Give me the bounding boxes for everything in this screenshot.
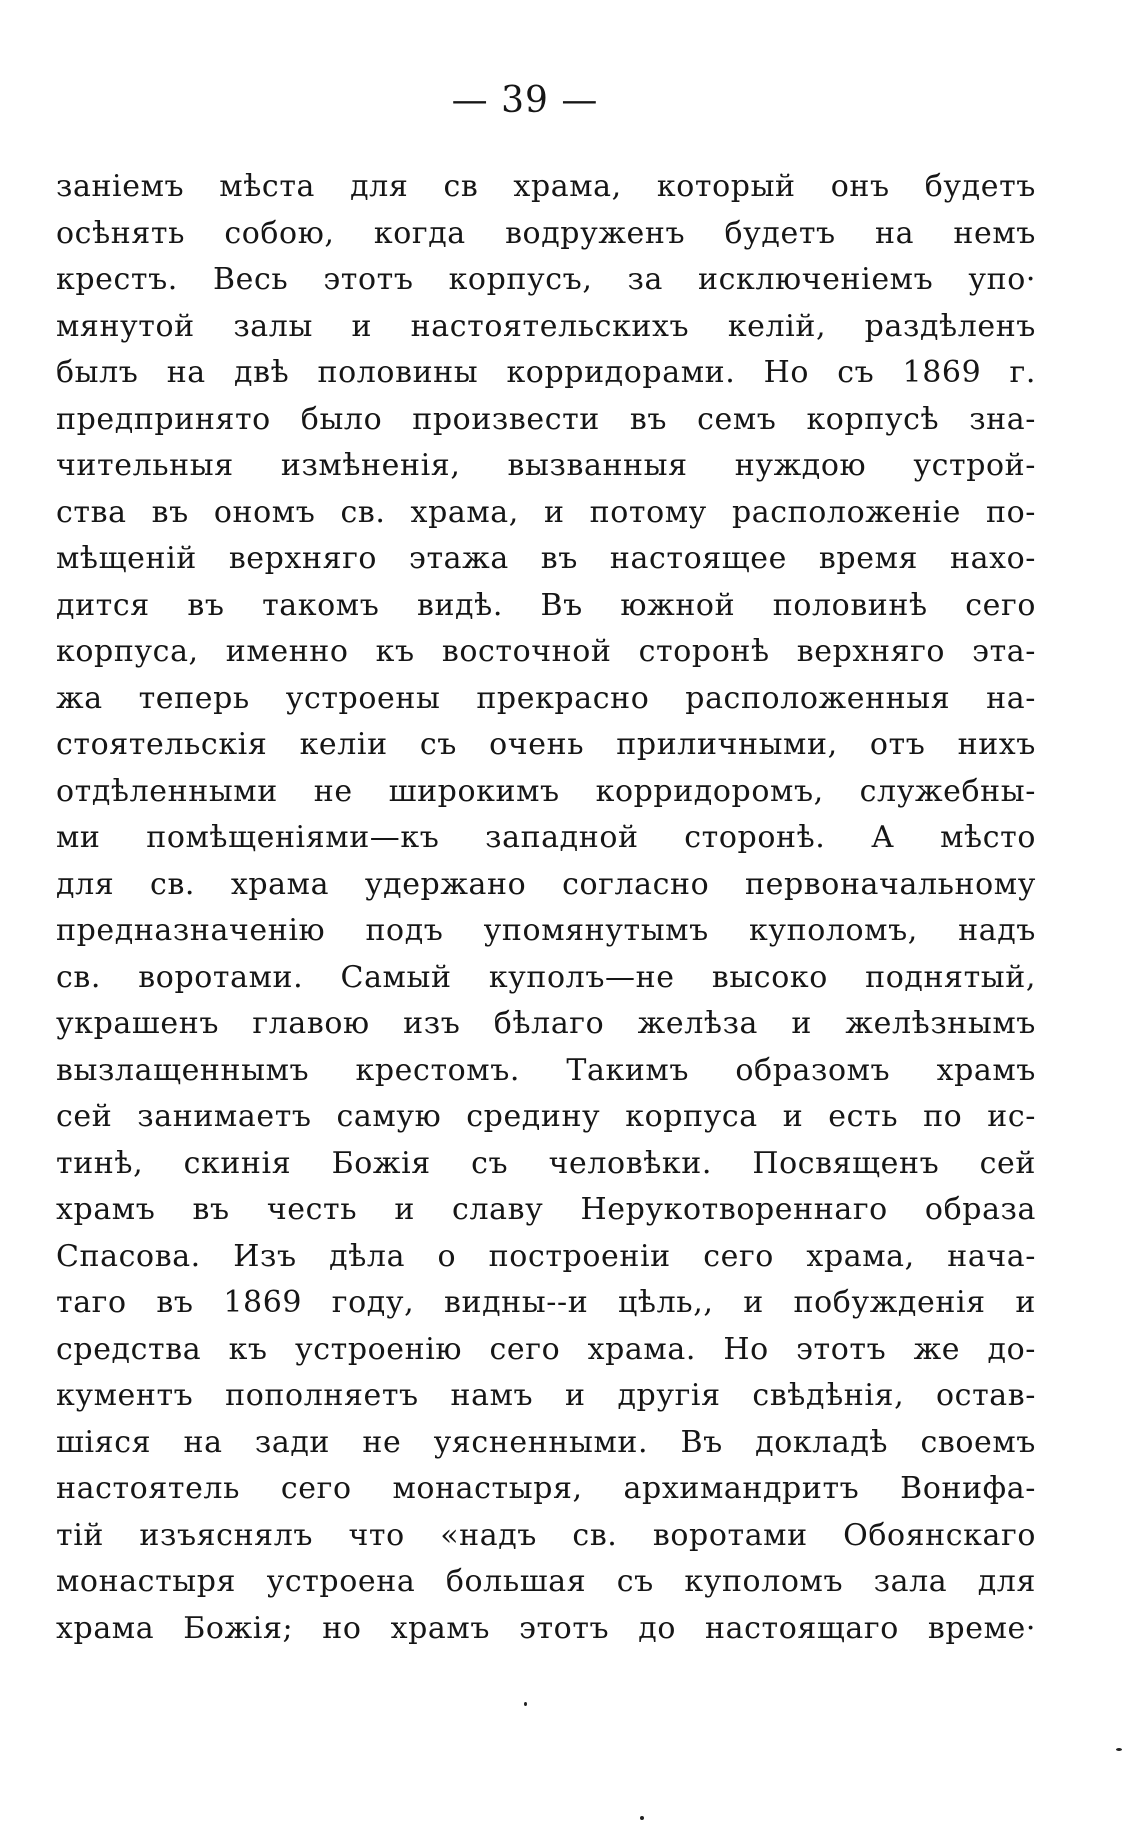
text-line: жа теперь устроены прекрасно расположенныя на- [56,680,1036,716]
text-line: предназначенію подъ упомянутымъ куполомъ, надъ [56,913,1036,948]
text-line: вызлащеннымъ крестомъ. Такимъ образомъ храмъ [56,1052,1036,1088]
page-number: — 39 — [451,80,599,121]
text-line: монастыря устроена большая съ куполомъ зала для [56,1564,1036,1599]
text-line: ства въ ономъ св. храма, и потому расположеніе по- [56,494,1036,530]
text-line: настоятель сего монастыря, архимандритъ Вонифа- [56,1471,1036,1506]
text-line: сей занимаетъ самую средину корпуса и есть по ис- [56,1099,1036,1134]
text-line: для св. храма удержано согласно первоначальному [56,866,1036,902]
text-line: ми помѣщеніями—къ западной сторонѣ. А мѣсто [56,820,1036,855]
text-line: св. воротами. Самый куполъ—не высоко поднятый, [56,959,1036,995]
scan-speck [1116,1748,1122,1751]
text-line: тинѣ, скинія Божія съ человѣки. Посвященъ сей [56,1145,1036,1181]
text-line: средства къ устроенію сего храма. Но этотъ же до- [56,1331,1036,1367]
text-line: храмъ въ честь и славу Нерукотвореннаго образа [56,1192,1036,1227]
text-line: стоятельскія келіи съ очень приличными, отъ нихъ [56,727,1036,762]
text-line: храма Божія; но храмъ этотъ до настоящаго време· [56,1610,1036,1646]
body-text [56,164,1036,1652]
text-line: осѣнять собою, когда водруженъ будетъ на немъ [56,215,1036,251]
text-line: тій изъяснялъ что «надъ св. воротами Обоянскаго [56,1517,1036,1553]
text-line: украшенъ главою изъ бѣлаго желѣза и желѣзнымъ [56,1006,1036,1041]
text-line: чительныя измѣненія, вызванныя нуждою устрой- [56,448,1036,483]
text-line: мянутой залы и настоятельскихъ келій, раздѣленъ [56,308,1036,344]
text-line: предпринято было произвести въ семъ корпусѣ зна- [56,401,1036,437]
scan-speck [640,1816,644,1820]
text-line: заніемъ мѣста для св храма, который онъ будетъ [56,169,1036,204]
text-line: крестъ. Весь этотъ корпусъ, за исключеніемъ упо· [56,262,1036,297]
text-line: кументъ пополняетъ намъ и другія свѣдѣнія, остав- [56,1378,1036,1413]
scan-speck [524,1702,527,1706]
text-line: таго въ 1869 году, видны--и цѣль,, и побужденія и [56,1285,1036,1320]
text-line: отдѣленными не широкимъ корридоромъ, служебны- [56,773,1036,809]
text-line: Спасова. Изъ дѣла о построеніи сего храма, нача- [56,1238,1036,1274]
text-line: дится въ такомъ видѣ. Въ южной половинѣ сего [56,587,1036,623]
text-line: шіяся на зади не уясненными. Въ докладѣ своемъ [56,1424,1036,1460]
text-line: корпуса, именно къ восточной сторонѣ верхняго эта- [56,634,1036,669]
text-line: мѣщеній верхняго этажа въ настоящее время нахо- [56,541,1036,576]
text-line: былъ на двѣ половины корридорами. Но съ 1869 г. [56,355,1036,390]
